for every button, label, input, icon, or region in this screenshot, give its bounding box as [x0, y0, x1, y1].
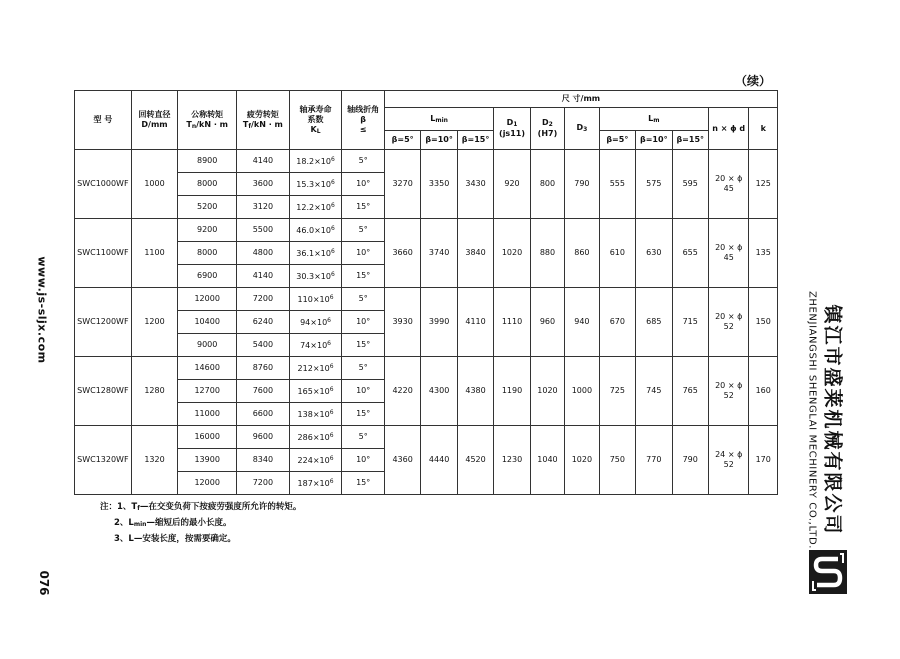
cell-fatigue-torque: 4800: [237, 242, 290, 265]
cell-fatigue-torque: 3120: [237, 196, 290, 219]
cell-k: 150: [749, 288, 778, 357]
cell-fatigue-torque: 8760: [237, 357, 290, 380]
header-k: k: [749, 108, 778, 150]
cell-diameter: 1100: [131, 219, 178, 288]
header-diameter: 回转直径 D/mm: [131, 91, 178, 150]
cell-lmin-1: 3990: [421, 288, 457, 357]
cell-k: 160: [749, 357, 778, 426]
cell-bearing-life: $46.0\times 10^6$: [289, 219, 342, 242]
cell-bearing-life: $138\times 10^6$: [289, 403, 342, 426]
cell-beta: 10°: [342, 449, 385, 472]
cell-bearing-life: $15.3\times 10^6$: [289, 173, 342, 196]
cell-nominal-torque: 12700: [178, 380, 237, 403]
cell-nominal-torque: 9000: [178, 334, 237, 357]
header-d2: $D_2$ (H7): [530, 108, 564, 150]
header-lm-b10: β=10°: [636, 131, 672, 150]
page-number: 076: [37, 570, 51, 596]
table-row: [75, 219, 778, 242]
cell-k: 125: [749, 150, 778, 219]
cell-diameter: 1280: [131, 357, 178, 426]
table-row: [75, 426, 778, 449]
cell-d2: 1020: [530, 357, 564, 426]
cell-d1: 1020: [494, 219, 530, 288]
cell-bearing-life: $224\times 10^6$: [289, 449, 342, 472]
header-lmin: $L_{min}$: [384, 108, 493, 131]
cell-d2: 960: [530, 288, 564, 357]
cell-nominal-torque: 5200: [178, 196, 237, 219]
website-url: www.js-sljx.com: [35, 256, 49, 364]
cell-beta: 10°: [342, 311, 385, 334]
cell-bearing-life: $212\times 10^6$: [289, 357, 342, 380]
cell-nominal-torque: 16000: [178, 426, 237, 449]
cell-bearing-life: $30.3\times 10^6$: [289, 265, 342, 288]
cell-fatigue-torque: 7600: [237, 380, 290, 403]
company-name-en: ZHENJIANGSHI SHENGLAI MECHINERY CO.,LTD.: [806, 290, 818, 550]
header-nominal-torque: 公称转矩 $T_n/kN \cdot m$: [178, 91, 237, 150]
cell-lmin-1: 4300: [421, 357, 457, 426]
cell-lmin-0: 4360: [384, 426, 420, 495]
cell-d1: 1110: [494, 288, 530, 357]
footnotes: [100, 500, 301, 547]
cell-lmin-1: 3740: [421, 219, 457, 288]
cell-nominal-torque: 14600: [178, 357, 237, 380]
cell-beta: 15°: [342, 403, 385, 426]
header-lm-b15: β=15°: [672, 131, 708, 150]
note-1: 注：1、$T_f—$在交变负荷下按疲劳强度所允许的转矩。: [100, 502, 302, 512]
header-lm-b5: β=5°: [599, 131, 635, 150]
cell-fatigue-torque: 8340: [237, 449, 290, 472]
cell-beta: 15°: [342, 472, 385, 495]
cell-fatigue-torque: 3600: [237, 173, 290, 196]
header-axis-angle: 轴线折角 β ≤: [342, 91, 385, 150]
cell-nominal-torque: 12000: [178, 472, 237, 495]
continued-label: （续）: [735, 74, 772, 88]
header-lmin-b5: β=5°: [384, 131, 420, 150]
cell-beta: 5°: [342, 357, 385, 380]
note-2: 2、$L_{min}—$缩短后的最小长度。: [114, 518, 232, 528]
cell-nominal-torque: 8900: [178, 150, 237, 173]
cell-model: SWC1280WF: [75, 357, 132, 426]
cell-lm-1: 745: [636, 357, 672, 426]
cell-bearing-life: $12.2\times 10^6$: [289, 196, 342, 219]
cell-beta: 15°: [342, 334, 385, 357]
cell-beta: 15°: [342, 265, 385, 288]
header-lm: $L_m$: [599, 108, 708, 131]
header-bolt-holes: n × ϕ d: [708, 108, 749, 150]
cell-model: SWC1100WF: [75, 219, 132, 288]
cell-beta: 15°: [342, 196, 385, 219]
cell-d3: 860: [565, 219, 599, 288]
note-3: 3、L—安装长度，按需要确定。: [114, 534, 236, 544]
cell-fatigue-torque: 9600: [237, 426, 290, 449]
cell-lm-2: 715: [672, 288, 708, 357]
shenglai-logo-icon: [808, 549, 848, 595]
cell-beta: 5°: [342, 288, 385, 311]
cell-bearing-life: $74\times 10^6$: [289, 334, 342, 357]
header-d3: $D_3$: [565, 108, 599, 150]
header-dimensions: 尺 寸/mm: [384, 91, 777, 108]
cell-nominal-torque: 6900: [178, 265, 237, 288]
cell-nphi: 20 × ϕ 52: [708, 288, 749, 357]
cell-nominal-torque: 13900: [178, 449, 237, 472]
cell-lm-1: 630: [636, 219, 672, 288]
spec-table: [74, 90, 778, 495]
cell-beta: 10°: [342, 380, 385, 403]
cell-nphi: 20 × ϕ 52: [708, 357, 749, 426]
cell-lmin-0: 4220: [384, 357, 420, 426]
cell-fatigue-torque: 6240: [237, 311, 290, 334]
cell-lmin-1: 3350: [421, 150, 457, 219]
cell-fatigue-torque: 6600: [237, 403, 290, 426]
cell-nominal-torque: 8000: [178, 173, 237, 196]
cell-k: 135: [749, 219, 778, 288]
header-lmin-b15: β=15°: [457, 131, 493, 150]
cell-model: SWC1000WF: [75, 150, 132, 219]
cell-beta: 5°: [342, 219, 385, 242]
cell-fatigue-torque: 5500: [237, 219, 290, 242]
cell-bearing-life: $110\times 10^6$: [289, 288, 342, 311]
header-bearing-life: 轴承寿命 系数 $K_L$: [289, 91, 342, 150]
cell-lm-1: 575: [636, 150, 672, 219]
cell-fatigue-torque: 7200: [237, 472, 290, 495]
cell-lm-2: 765: [672, 357, 708, 426]
cell-lmin-2: 4520: [457, 426, 493, 495]
cell-lm-0: 750: [599, 426, 635, 495]
cell-fatigue-torque: 7200: [237, 288, 290, 311]
cell-d1: 920: [494, 150, 530, 219]
cell-bearing-life: $187\times 10^6$: [289, 472, 342, 495]
cell-d3: 790: [565, 150, 599, 219]
cell-lm-2: 595: [672, 150, 708, 219]
cell-nominal-torque: 12000: [178, 288, 237, 311]
cell-d2: 1040: [530, 426, 564, 495]
cell-lm-2: 655: [672, 219, 708, 288]
cell-fatigue-torque: 4140: [237, 150, 290, 173]
table-row: [75, 288, 778, 311]
cell-nominal-torque: 9200: [178, 219, 237, 242]
cell-nphi: 20 × ϕ 45: [708, 150, 749, 219]
cell-nphi: 24 × ϕ 52: [708, 426, 749, 495]
header-fatigue-torque: 疲劳转矩 $T_f/kN \cdot m$: [237, 91, 290, 150]
cell-beta: 10°: [342, 242, 385, 265]
cell-lmin-2: 3840: [457, 219, 493, 288]
cell-diameter: 1000: [131, 150, 178, 219]
header-d1: $D_1$ (js11): [494, 108, 530, 150]
cell-d3: 1000: [565, 357, 599, 426]
cell-lm-0: 555: [599, 150, 635, 219]
cell-d3: 940: [565, 288, 599, 357]
cell-bearing-life: $165\times 10^6$: [289, 380, 342, 403]
cell-beta: 5°: [342, 150, 385, 173]
cell-lm-1: 770: [636, 426, 672, 495]
cell-lmin-0: 3270: [384, 150, 420, 219]
cell-model: SWC1200WF: [75, 288, 132, 357]
cell-lm-0: 610: [599, 219, 635, 288]
cell-nphi: 20 × ϕ 45: [708, 219, 749, 288]
cell-d1: 1230: [494, 426, 530, 495]
cell-d2: 800: [530, 150, 564, 219]
cell-lm-0: 670: [599, 288, 635, 357]
cell-lm-0: 725: [599, 357, 635, 426]
company-name-cn: 镇江市盛莱机械有限公司: [821, 304, 844, 536]
cell-bearing-life: $36.1\times 10^6$: [289, 242, 342, 265]
cell-lmin-1: 4440: [421, 426, 457, 495]
cell-d3: 1020: [565, 426, 599, 495]
cell-bearing-life: $286\times 10^6$: [289, 426, 342, 449]
cell-lmin-2: 3430: [457, 150, 493, 219]
cell-lmin-2: 4110: [457, 288, 493, 357]
cell-fatigue-torque: 4140: [237, 265, 290, 288]
cell-beta: 10°: [342, 173, 385, 196]
cell-d1: 1190: [494, 357, 530, 426]
cell-nominal-torque: 10400: [178, 311, 237, 334]
cell-lm-2: 790: [672, 426, 708, 495]
cell-nominal-torque: 11000: [178, 403, 237, 426]
cell-diameter: 1320: [131, 426, 178, 495]
header-lmin-b10: β=10°: [421, 131, 457, 150]
cell-diameter: 1200: [131, 288, 178, 357]
cell-lm-1: 685: [636, 288, 672, 357]
cell-k: 170: [749, 426, 778, 495]
cell-lmin-0: 3930: [384, 288, 420, 357]
cell-model: SWC1320WF: [75, 426, 132, 495]
cell-lmin-2: 4380: [457, 357, 493, 426]
cell-nominal-torque: 8000: [178, 242, 237, 265]
table-row: [75, 357, 778, 380]
cell-beta: 5°: [342, 426, 385, 449]
cell-bearing-life: $94\times 10^6$: [289, 311, 342, 334]
header-model: 型 号: [75, 91, 132, 150]
cell-lmin-0: 3660: [384, 219, 420, 288]
cell-fatigue-torque: 5400: [237, 334, 290, 357]
cell-d2: 880: [530, 219, 564, 288]
table-row: [75, 150, 778, 173]
cell-bearing-life: $18.2\times 10^6$: [289, 150, 342, 173]
